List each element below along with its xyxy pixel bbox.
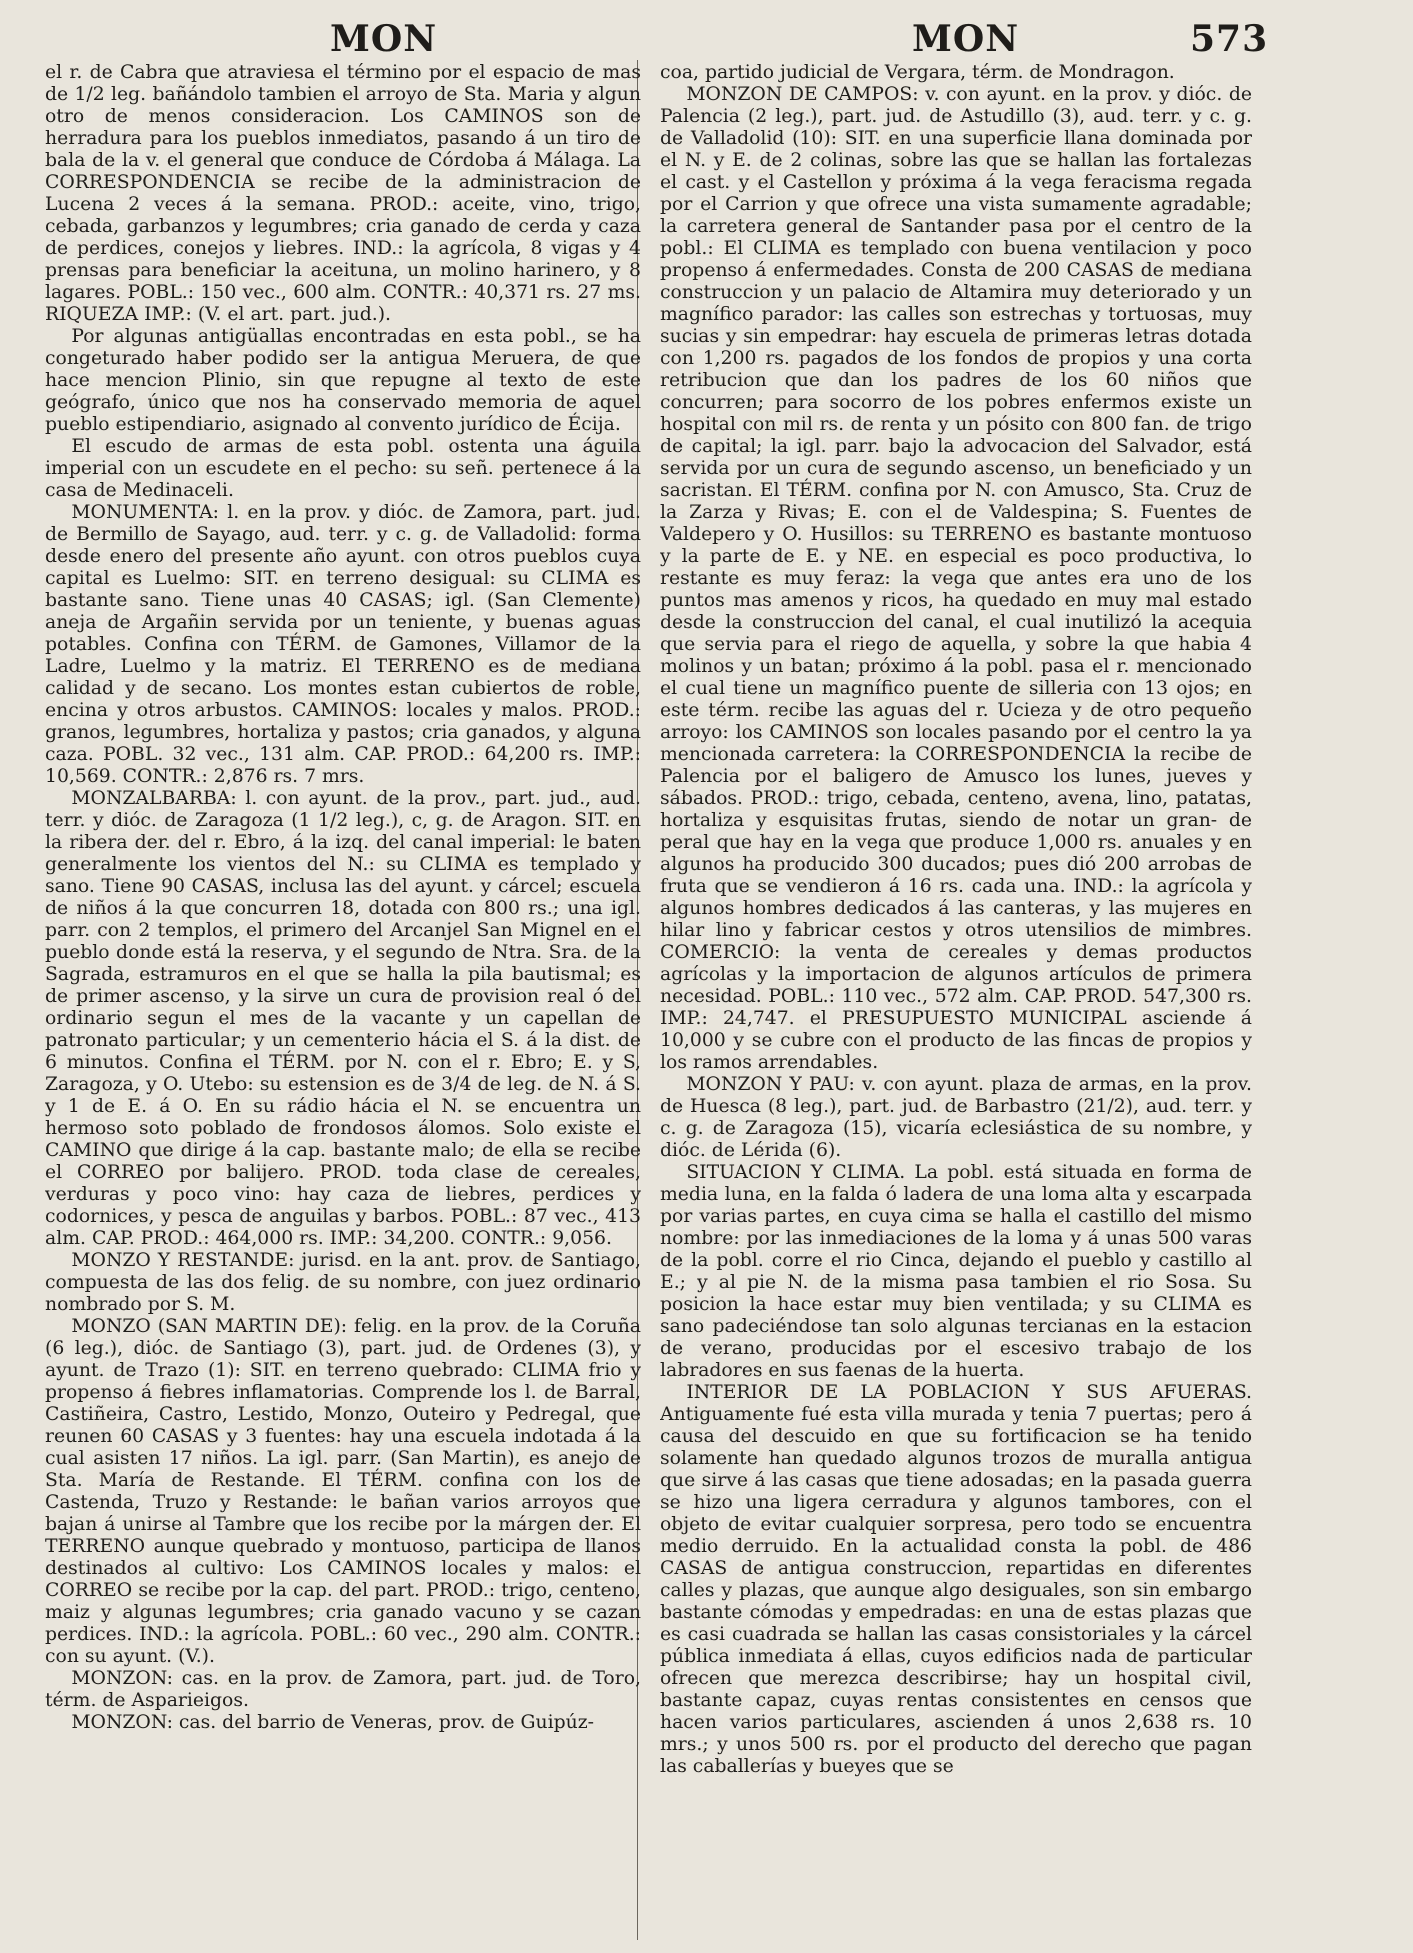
entry-paragraph: INTERIOR DE LA POBLACION Y SUS AFUERAS. Antiguamente fué esta villa murada y tenia 7 puertas; pero á causa del descuido en que su fortificacion se ha tenido solamente han quedado algunos trozos de muralla antigua que sirve á las casas que tiene adosadas; en la pasada guerra se hizo una ligera cerradura y algunos tambores, con el objeto de evitar cualquier sorpresa, pero todo se encuentra medio derruido. En la actualidad consta la pobl. de 486 CASAS de antigua construccion, repartidas en diferentes calles y plazas, que aunque algo desiguales, son sin embargo bastante cómodas y empedradas: en una de estas plazas que es casi cuadrada se hallan las casas consistoriales y la cárcel pública inmediata á ellas, cuyos edificios nada de particular ofrecen que merezca describirse; hay un hospital civil, bastante capaz, cuyas rentas consistentes en censos que hacen varios particulares, ascienden á unos 2,638 rs. 10 mrs.; y unos 500 rs. por el producto del derecho que pagan las caballerías y bueyes que se: [660, 1382, 1252, 1777]
right-column: [660, 62, 1252, 1942]
entry-paragraph: coa, partido judicial de Vergara, térm. de Mondragon.: [660, 62, 1175, 83]
entry-paragraph: MONZON: cas. del barrio de Veneras, prov. de Guipúz-: [71, 1712, 594, 1733]
entry-paragraph: MONZON: cas. en la prov. de Zamora, part. jud. de Toro, térm. de Asparieigos.: [45, 1668, 641, 1711]
entry-paragraph: MONZO (SAN MARTIN DE): felig. en la prov. de la Coruña (6 leg.), dióc. de Santiago (3), part. jud. de Ordenes (3), y ayunt. de Trazo (1): SIT. en terreno quebrado: CLIMA frio y propenso á fiebres inflamatorias. Comprende los l. de Barral, Castiñeira, Castro, Lestido, Monzo, Outeiro y Pedregal, que reunen 60 CASAS y 3 fuentes: hay una escuela indotada á la cual asisten 17 niños. La igl. parr. (San Martin), es anejo de Sta. María de Restande. El TÉRM. confina con los de Castenda, Truzo y Restande: le bañan varios arroyos que bajan á unirse al Tambre que los recibe por la márgen der. El TERRENO aunque quebrado y montuoso, participa de llanos destinados al cultivo: Los CAMINOS locales y malos: el CORREO se recibe por la cap. del part. PROD.: trigo, centeno, maiz y algunas legumbres; cria ganado vacuno y se cazan perdices. IND.: la agrícola. POBL.: 60 vec., 290 alm. CONTR.: con su ayunt. (V.).: [45, 1316, 641, 1667]
running-head-right: MON: [912, 18, 1020, 60]
entry-paragraph: El escudo de armas de esta pobl. ostenta una águila imperial con un escudete en el pecho: su señ. pertenece á la casa de Medinaceli.: [45, 436, 641, 501]
page-number: 573: [1190, 18, 1269, 60]
entry-paragraph: MONZALBARBA: l. con ayunt. de la prov., part. jud., aud. terr. y dióc. de Zaragoza (1 1/2 leg.), c, g. de Aragon. SIT. en la ribera der. del r. Ebro, á la izq. del canal imperial: le baten generalmente los vientos del N.: su CLIMA es templado y sano. Tiene 90 CASAS, inclusa las del ayunt. y cárcel; escuela de niños á la que concurren 18, dotada con 800 rs.; una igl. parr. con 2 templos, el primero del Arcanjel San Mignel en el pueblo donde está la reserva, y el segundo de Ntra. Sra. de la Sagrada, estramuros en el que se halla la pila bautismal; es de primer ascenso, y la sirve un cura de provision real ó del ordinario segun el mes de la vacante y un capellan de patronato particular; y un cementerio hácia el S. á la dist. de 6 minutos. Confina el TÉRM. por N. con el r. Ebro; E. y S, Zaragoza, y O. Utebo: su estension es de 3/4 de leg. de N. á S. y 1 de E. á O. En su rádio hácia el N. se encuentra un hermoso soto poblado de frondosos álomos. Solo existe el CAMINO que dirige á la cap. bastante malo; de ella se recibe el CORREO por balijero. PROD. toda clase de cereales, verduras y poco vino: hay caza de liebres, perdices y codornices, y pesca de anguilas y barbos. POBL.: 87 vec., 413 alm. CAP. PROD.: 464,000 rs. IMP.: 34,200. CONTR.: 9,056.: [45, 788, 641, 1249]
entry-paragraph: MONZON DE CAMPOS: v. con ayunt. en la prov. y dióc. de Palencia (2 leg.), part. jud. de Astudillo (3), aud. terr. y c. g. de Valladolid (10): SIT. en una superficie llana dominada por el N. y E. de 2 colinas, sobre las que se hallan las fortalezas el cast. y el Castellon y próxima á la vega feracisma regada por el Carrion y que ofrece una vista sumamente agradable; la carretera general de Santander pasa por el centro de la pobl.: El CLIMA es templado con buena ventilacion y poco propenso á enfermedades. Consta de 200 CASAS de mediana construccion y un palacio de Altamira muy deteriorado y un magnífico parador: las calles son estrechas y tortuosas, muy sucias y sin empedrar: hay escuela de primeras letras dotada con 1,200 rs. pagados de los fondos de propios y una corta retribucion que dan los padres de los 60 niños que concurren; para socorro de los pobres enfermos existe un hospital con mil rs. de renta y un pósito con 800 fan. de trigo de capital; la igl. parr. bajo la advocacion del Salvador, está servida por un cura de segundo ascenso, un beneficiado y un sacristan. El TÉRM. confina por N. con Amusco, Sta. Cruz de la Zarza y Rivas; E. con el de Valdespina; S. Fuentes de Valdepero y O. Husillos: su TERRENO es bastante montuoso y la parte de E. y NE. en especial es poco productiva, lo restante es muy feraz: la vega que antes era uno de los puntos mas amenos y ricos, ha quedado en muy mal estado desde la construccion del canal, el cual inutilizó la acequia que servia para el riego de aquella, y sobre la que habia 4 molinos y un batan; próximo á la pobl. pasa el r. mencionado el cual tiene un magnífico puente de silleria con 13 ojos; en este térm. recibe las aguas del r. Ucieza y de otro pequeño arroyo: los CAMINOS son locales pasando por el centro la ya mencionada carretera: la CORRESPONDENCIA la recibe de Palencia por el baligero de Amusco los lunes, jueves y sábados. PROD.: trigo, cebada, centeno, avena, lino, patatas, hortaliza y esquisitas frutas, siendo de notar un gran- de peral que hay en la vega que produce 1,000 rs. anuales y en algunos ha producido 300 ducados; pues dió 200 arrobas de fruta que se vendieron á 16 rs. cada una. IND.: la agrícola y algunos hombres dedicados á las canteras, y las mujeres en hilar lino y fabricar cestos y otros utensilios de mimbres. COMERCIO: la venta de cereales y demas productos agrícolas y la importacion de algunos artículos de primera necesidad. POBL.: 110 vec., 572 alm. CAP. PROD. 547,300 rs. IMP.: 24,747. el PRESUPUESTO MUNICIPAL asciende á 10,000 y se cubre con el producto de las fincas de propios y los ramos arrendables.: [660, 84, 1252, 1073]
running-head-left: MON: [330, 18, 438, 60]
entry-paragraph: Por algunas antigüallas encontradas en esta pobl., se ha congeturado haber podido ser la antigua Meruera, de que hace mencion Plinio, sin que repugne al texto de este geógrafo, único que nos ha conservado memoria de aquel pueblo estipendiario, asignado al convento jurídico de Écija.: [45, 326, 641, 435]
entry-paragraph: MONZO Y RESTANDE: jurisd. en la ant. prov. de Santiago, compuesta de las dos felig. de su nombre, con juez ordinario nombrado por S. M.: [45, 1250, 641, 1315]
entry-paragraph: MONZON Y PAU: v. con ayunt. plaza de armas, en la prov. de Huesca (8 leg.), part. jud. de Barbastro (21/2), aud. terr. y c. g. de Zaragoza (15), vicaría eclesiástica de su nombre, y dióc. de Lérida (6).: [660, 1074, 1252, 1161]
entry-paragraph: MONUMENTA: l. en la prov. y dióc. de Zamora, part. jud. de Bermillo de Sayago, aud. terr. y c. g. de Valladolid: forma desde enero del presente año ayunt. con otros pueblos cuya capital es Luelmo: SIT. en terreno desigual: su CLIMA es bastante sano. Tiene unas 40 CASAS; igl. (San Clemente) aneja de Argañin servida por un teniente, y buenas aguas potables. Confina con TÉRM. de Gamones, Villamor de la Ladre, Luelmo y la matriz. El TERRENO es de mediana calidad y de secano. Los montes estan cubiertos de roble, encina y otros arbustos. CAMINOS: locales y malos. PROD.: granos, legumbres, hortaliza y pastos; cria ganados, y alguna caza. POBL. 32 vec., 131 alm. CAP. PROD.: 64,200 rs. IMP.: 10,569. CONTR.: 2,876 rs. 7 mrs.: [45, 502, 641, 787]
entry-paragraph: SITUACION Y CLIMA. La pobl. está situada en forma de media luna, en la falda ó ladera de una loma alta y escarpada por varias partes, en cuya cima se halla el castillo del mismo nombre: por las inmediaciones de la loma y á unas 500 varas de la pobl. corre el rio Cinca, dejando el pueblo y castillo al E.; y al pie N. de la misma pasa tambien el rio Sosa. Su posicion la hace estar muy bien ventilada; y su CLIMA es sano padeciéndose tan solo algunas tercianas en la estacion de verano, producidas por el escesivo trabajo de los labradores en sus faenas de la huerta.: [660, 1162, 1252, 1381]
left-column: [45, 62, 641, 1942]
entry-paragraph: el r. de Cabra que atraviesa el término por el espacio de mas de 1/2 leg. bañándolo tambien el arroyo de Sta. Maria y algun otro de menos consideracion. Los CAMINOS son de herradura para los pueblos inmediatos, pasando á un tiro de bala de la v. el general que conduce de Córdoba á Málaga. La CORRESPONDENCIA se recibe de la administracion de Lucena 2 veces á la semana. PROD.: aceite, vino, trigo, cebada, garbanzos y legumbres; cria ganado de cerda y caza de perdices, conejos y liebres. IND.: la agrícola, 8 vigas y 4 prensas para beneficiar la aceituna, un molino harinero, y 8 lagares. POBL.: 150 vec., 600 alm. CONTR.: 40,371 rs. 27 ms. RIQUEZA IMP.: (V. el art. part. jud.).: [45, 62, 641, 325]
